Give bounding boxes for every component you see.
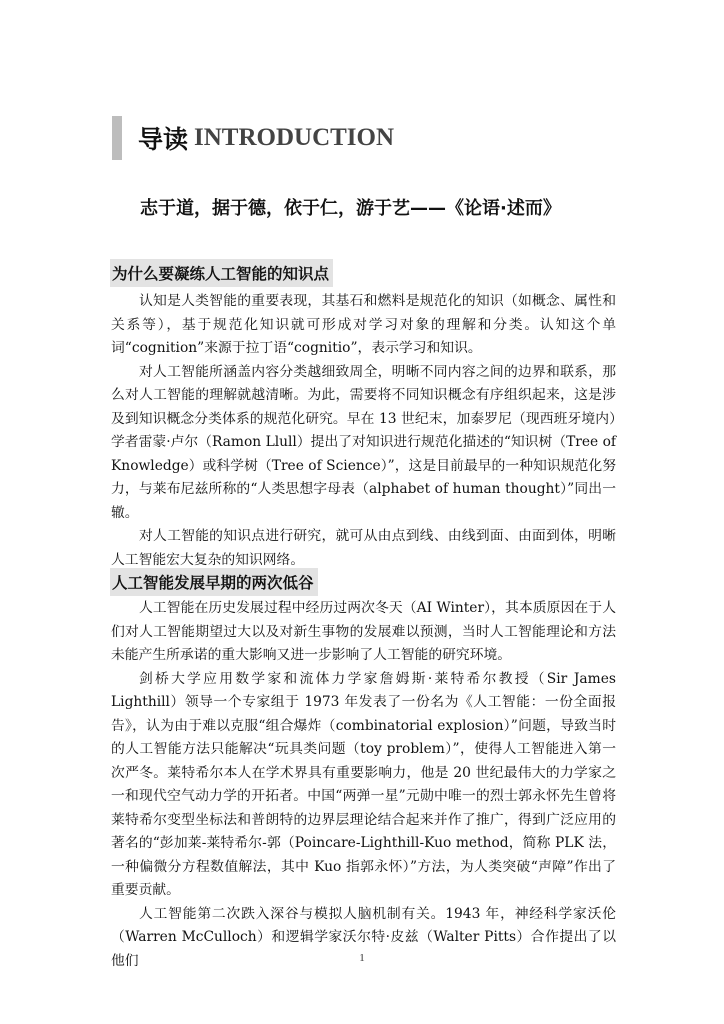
paragraph: 人工智能第二次跌入深谷与模拟人脑机制有关。1943 年，神经科学家沃伦（Warren McCulloch）和逻辑学家沃尔特·皮兹（Walter Pitts）合作提出了以他们 bbox=[111, 905, 616, 969]
title-english: INTRODUCTION bbox=[194, 124, 395, 151]
title-accent-bar bbox=[112, 116, 122, 160]
paragraph: 人工智能在历史发展过程中经历过两次冬天（AI Winter），其本质原因在于人们对人工智能期望过大以及对新生事物的发展难以预测，当时人工智能理论和方法未能产生所承诺的重大影响又进一步影响了人工智能的研究环境。 bbox=[111, 600, 616, 663]
section-heading-2: 人工智能发展早期的两次低谷 bbox=[110, 568, 318, 596]
chapter-title bbox=[112, 116, 394, 160]
paragraph: 剑桥大学应用数学家和流体力学家詹姆斯·莱特希尔教授（Sir James Lighthill）领导一个专家组于 1973 年发表了一份名为《人工智能：一份全面报告》，认为由于难以克服“组合爆炸（combinatorial explosion）”问题，导致当时的人工智能方法只能解决“玩具类问题（toy problem）”，使得人工智能进入第一次严冬。莱特希尔本人在学术界具有重要影响力，他是 20 世纪最伟大的力学家之一和现代空气动力学的开拓者。中国“两弹一星”元勋中唯一的烈士郭永怀先生曾将莱特希尔变型坐标法和普朗特的边界层理论结合起来并作了推广，得到广泛应用的著名的“彭加莱-莱特希尔-郭（Poincare-Lighthill-Kuo method，简称 PLK 法，一种偏微分方程数值解法，其中 Kuo 指郭永怀）”方法，为人类突破“声障”作出了重要贡献。 bbox=[111, 670, 616, 898]
title-chinese: 导读 bbox=[138, 125, 189, 154]
section-heading-1: 为什么要凝练人工智能的知识点 bbox=[110, 259, 333, 287]
paragraph: 对人工智能的知识点进行研究，就可从由点到线、由线到面、由面到体，明晰人工智能宏大复杂的知识网络。 bbox=[111, 528, 616, 568]
paragraph: 认知是人类智能的重要表现，其基石和燃料是规范化的知识（如概念、属性和关系等），基于规范化知识就可形成对学习对象的理解和分类。认知这个单词“cognition”来源于拉丁语“cognitio”，表示学习和知识。 bbox=[111, 293, 616, 356]
page-number: 1 bbox=[359, 952, 365, 964]
epigraph-quote: 志于道，据于德，依于仁，游于艺——《论语·述而》 bbox=[140, 198, 561, 219]
paragraph: 对人工智能所涵盖内容分类越细致周全，明晰不同内容之间的边界和联系，那么对人工智能的理解就越清晰。为此，需要将不同知识概念有序组织起来，这是涉及到知识概念分类体系的规范化研究。早在 13 世纪末，加泰罗尼（现西班牙境内）学者雷蒙·卢尔（Ramon Llull）提出了对知识进行规范化描述的“知识树（Tree of Knowledge）或科学树（Tree of Science）”，这是目前最早的一种知识规范化努力，与莱布尼兹所称的“人类思想字母表（alphabet of human thought）”同出一辙。 bbox=[111, 363, 616, 521]
section-2-body bbox=[111, 597, 616, 973]
section-1-body bbox=[111, 290, 616, 572]
